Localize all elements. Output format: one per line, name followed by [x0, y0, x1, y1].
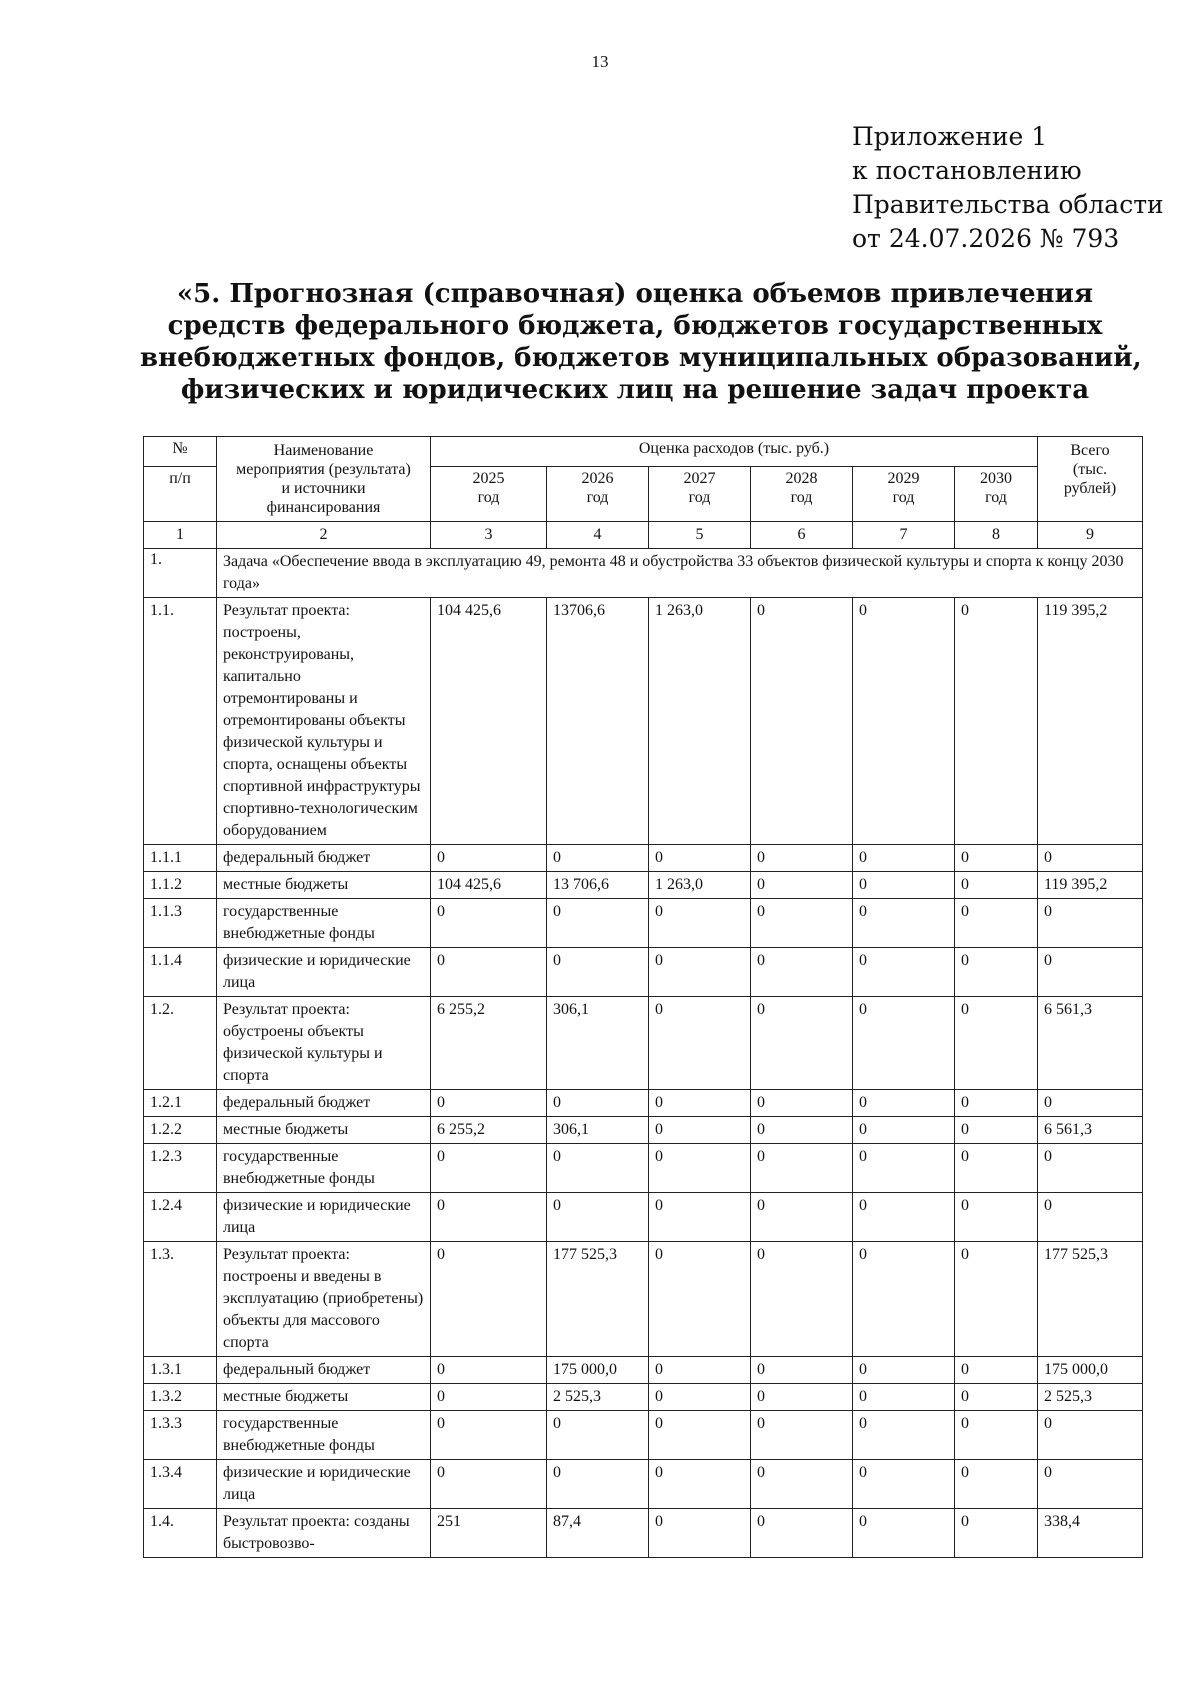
- row-total: 177 525,3: [1038, 1242, 1143, 1357]
- row-value: 0: [649, 1117, 751, 1144]
- table-row: [144, 1117, 1143, 1144]
- row-value: 0: [955, 899, 1038, 948]
- row-number: 1.2.: [144, 997, 217, 1090]
- row-total: 0: [1038, 1411, 1143, 1460]
- row-value: 0: [751, 1460, 853, 1509]
- header-year: 2026 год: [547, 467, 649, 522]
- row-name: Результат проекта: построены, реконструированы, капитально отремонтированы и отремонтированы объекты физической культуры и спорта, оснащены объекты спортивной инфраструктуры спортивно-технологическим оборудованием: [217, 598, 431, 845]
- column-index: 4: [547, 522, 649, 549]
- row-total: 0: [1038, 1144, 1143, 1193]
- row-value: 0: [955, 1090, 1038, 1117]
- row-value: 0: [751, 1384, 853, 1411]
- row-name: федеральный бюджет: [217, 1090, 431, 1117]
- header-year: 2029 год: [853, 467, 955, 522]
- row-number: 1.1.2: [144, 872, 217, 899]
- section-title: [140, 278, 1142, 406]
- row-number: 1.1.3: [144, 899, 217, 948]
- row-value: 0: [955, 1193, 1038, 1242]
- row-name: федеральный бюджет: [217, 1357, 431, 1384]
- row-name: физические и юридические лица: [217, 1460, 431, 1509]
- row-value: 0: [649, 899, 751, 948]
- row-number: 1.3.1: [144, 1357, 217, 1384]
- row-total: 2 525,3: [1038, 1384, 1143, 1411]
- table-row: [144, 1144, 1143, 1193]
- row-value: 0: [853, 1242, 955, 1357]
- row-value: 0: [751, 1144, 853, 1193]
- row-value: 306,1: [547, 1117, 649, 1144]
- row-value: 0: [751, 845, 853, 872]
- row-value: 1 263,0: [649, 872, 751, 899]
- row-value: 0: [955, 1460, 1038, 1509]
- row-value: 177 525,3: [547, 1242, 649, 1357]
- row-value: 0: [955, 1509, 1038, 1558]
- row-value: 0: [751, 598, 853, 845]
- row-value: 0: [853, 1384, 955, 1411]
- row-value: 175 000,0: [547, 1357, 649, 1384]
- row-value: 0: [853, 1090, 955, 1117]
- row-value: 0: [431, 948, 547, 997]
- table-row: [144, 1509, 1143, 1558]
- title-line: внебюджетных фондов, бюджетов муниципальных образований,: [140, 343, 1142, 373]
- row-total: 0: [1038, 845, 1143, 872]
- row-value: 0: [853, 1193, 955, 1242]
- row-name: Результат проекта: построены и введены в эксплуатацию (приобретены) объекты для массового спорта: [217, 1242, 431, 1357]
- table-row: [144, 948, 1143, 997]
- row-value: 0: [955, 1411, 1038, 1460]
- row-name: федеральный бюджет: [217, 845, 431, 872]
- title-line: средств федерального бюджета, бюджетов государственных: [167, 311, 1103, 341]
- row-value: 0: [431, 1090, 547, 1117]
- row-value: 0: [547, 1411, 649, 1460]
- task-text: Задача «Обеспечение ввода в эксплуатацию 49, ремонта 48 и обустройства 33 объектов физической культуры и спорта к концу 2030 года»: [217, 549, 1143, 598]
- row-value: 0: [431, 899, 547, 948]
- row-value: 0: [649, 1090, 751, 1117]
- row-value: 0: [547, 1193, 649, 1242]
- header-name: Наименование мероприятия (результата) и источники финансирования: [217, 437, 431, 522]
- column-index-row: [144, 522, 1143, 549]
- task-row: [144, 549, 1143, 598]
- row-value: 0: [547, 1460, 649, 1509]
- row-value: 0: [649, 1193, 751, 1242]
- row-value: 0: [547, 845, 649, 872]
- row-value: 0: [751, 1117, 853, 1144]
- row-value: 0: [853, 1509, 955, 1558]
- row-value: 0: [751, 1509, 853, 1558]
- row-value: 0: [853, 899, 955, 948]
- row-value: 0: [431, 1193, 547, 1242]
- row-value: 0: [955, 948, 1038, 997]
- row-value: 0: [853, 1117, 955, 1144]
- column-index: 7: [853, 522, 955, 549]
- row-value: 0: [853, 872, 955, 899]
- header-year: 2025 год: [431, 467, 547, 522]
- row-total: 6 561,3: [1038, 997, 1143, 1090]
- row-value: 0: [955, 1117, 1038, 1144]
- table-row: [144, 1242, 1143, 1357]
- row-total: 0: [1038, 1193, 1143, 1242]
- row-value: 0: [955, 872, 1038, 899]
- row-value: 0: [853, 845, 955, 872]
- row-value: 0: [853, 948, 955, 997]
- appendix-line: Приложение 1: [852, 122, 1048, 151]
- row-name: местные бюджеты: [217, 1117, 431, 1144]
- row-number: 1.4.: [144, 1509, 217, 1558]
- row-value: 0: [853, 598, 955, 845]
- row-total: 119 395,2: [1038, 598, 1143, 845]
- row-name: Результат проекта: созданы быстровозво-: [217, 1509, 431, 1558]
- budget-table: [143, 436, 1143, 1558]
- row-number: 1.1.4: [144, 948, 217, 997]
- row-number: 1.1.1: [144, 845, 217, 872]
- row-value: 0: [649, 948, 751, 997]
- row-value: 0: [751, 1357, 853, 1384]
- row-value: 0: [751, 997, 853, 1090]
- row-value: 0: [751, 899, 853, 948]
- row-value: 0: [547, 1090, 649, 1117]
- row-number: 1.3.: [144, 1242, 217, 1357]
- row-name: местные бюджеты: [217, 1384, 431, 1411]
- row-total: 6 561,3: [1038, 1117, 1143, 1144]
- row-value: 0: [431, 1242, 547, 1357]
- appendix-line: к постановлению: [852, 156, 1082, 185]
- row-total: 0: [1038, 1460, 1143, 1509]
- row-number: 1.2.3: [144, 1144, 217, 1193]
- row-value: 0: [431, 1357, 547, 1384]
- row-number: 1.1.: [144, 598, 217, 845]
- row-value: 0: [751, 1193, 853, 1242]
- table-row: [144, 598, 1143, 845]
- row-value: 0: [853, 1357, 955, 1384]
- table-row: [144, 1090, 1143, 1117]
- table-row: [144, 1384, 1143, 1411]
- row-value: 0: [649, 1460, 751, 1509]
- row-total: 0: [1038, 948, 1143, 997]
- row-value: 0: [431, 845, 547, 872]
- row-value: 0: [955, 845, 1038, 872]
- row-value: 0: [955, 1357, 1038, 1384]
- row-total: 0: [1038, 1090, 1143, 1117]
- row-value: 0: [955, 1384, 1038, 1411]
- row-value: 104 425,6: [431, 598, 547, 845]
- row-name: государственные внебюджетные фонды: [217, 1411, 431, 1460]
- row-name: государственные внебюджетные фонды: [217, 1144, 431, 1193]
- row-value: 0: [955, 598, 1038, 845]
- row-value: 0: [431, 1384, 547, 1411]
- row-value: 0: [751, 1242, 853, 1357]
- header-year: 2030 год: [955, 467, 1038, 522]
- row-value: 0: [547, 899, 649, 948]
- appendix-line: Правительства области: [852, 190, 1164, 219]
- header-no-top: №: [144, 437, 217, 467]
- row-value: 0: [431, 1144, 547, 1193]
- row-value: 6 255,2: [431, 997, 547, 1090]
- row-number: 1.3.3: [144, 1411, 217, 1460]
- column-index: 2: [217, 522, 431, 549]
- table-row: [144, 845, 1143, 872]
- row-name: физические и юридические лица: [217, 1193, 431, 1242]
- column-index: 6: [751, 522, 853, 549]
- row-name: Результат проекта: обустроены объекты физической культуры и спорта: [217, 997, 431, 1090]
- row-value: 0: [547, 1144, 649, 1193]
- row-value: 0: [955, 1144, 1038, 1193]
- row-value: 0: [853, 1460, 955, 1509]
- row-total: 175 000,0: [1038, 1357, 1143, 1384]
- header-year: 2027 год: [649, 467, 751, 522]
- table-row: [144, 872, 1143, 899]
- row-number: 1.2.2: [144, 1117, 217, 1144]
- row-value: 0: [649, 1411, 751, 1460]
- row-value: 251: [431, 1509, 547, 1558]
- table-row: [144, 997, 1143, 1090]
- appendix-line: от 24.07.2026 № 793: [852, 224, 1120, 253]
- row-value: 0: [751, 948, 853, 997]
- appendix-block: [852, 120, 1164, 256]
- table-row: [144, 899, 1143, 948]
- column-index: 3: [431, 522, 547, 549]
- table-row: [144, 1411, 1143, 1460]
- row-value: 0: [649, 1144, 751, 1193]
- row-value: 0: [649, 845, 751, 872]
- row-value: 2 525,3: [547, 1384, 649, 1411]
- header-expenses: Оценка расходов (тыс. руб.): [431, 437, 1038, 467]
- row-name: физические и юридические лица: [217, 948, 431, 997]
- row-name: местные бюджеты: [217, 872, 431, 899]
- row-value: 306,1: [547, 997, 649, 1090]
- row-value: 0: [547, 948, 649, 997]
- row-value: 0: [649, 997, 751, 1090]
- row-value: 0: [431, 1460, 547, 1509]
- header-no-bottom: п/п: [144, 467, 217, 522]
- row-total: 0: [1038, 899, 1143, 948]
- row-name: государственные внебюджетные фонды: [217, 899, 431, 948]
- table-row: [144, 1357, 1143, 1384]
- task-number: 1.: [144, 549, 217, 598]
- row-value: 0: [431, 1411, 547, 1460]
- title-line: «5. Прогнозная (справочная) оценка объемов привлечения: [176, 279, 1094, 309]
- row-value: 0: [853, 1411, 955, 1460]
- row-value: 0: [751, 872, 853, 899]
- column-index: 5: [649, 522, 751, 549]
- row-value: 0: [751, 1090, 853, 1117]
- row-value: 13 706,6: [547, 872, 649, 899]
- row-number: 1.2.1: [144, 1090, 217, 1117]
- header-total: Всего (тыс. рублей): [1038, 437, 1143, 522]
- row-value: 0: [955, 1242, 1038, 1357]
- row-total: 119 395,2: [1038, 872, 1143, 899]
- row-value: 0: [649, 1509, 751, 1558]
- row-number: 1.3.2: [144, 1384, 217, 1411]
- row-value: 87,4: [547, 1509, 649, 1558]
- row-value: 0: [853, 1144, 955, 1193]
- row-value: 0: [955, 997, 1038, 1090]
- row-total: 338,4: [1038, 1509, 1143, 1558]
- row-value: 0: [751, 1411, 853, 1460]
- title-line: физических и юридических лиц на решение задач проекта: [180, 375, 1090, 405]
- table-row: [144, 1460, 1143, 1509]
- row-number: 1.3.4: [144, 1460, 217, 1509]
- row-value: 0: [649, 1384, 751, 1411]
- row-number: 1.2.4: [144, 1193, 217, 1242]
- row-value: 13706,6: [547, 598, 649, 845]
- column-index: 1: [144, 522, 217, 549]
- column-index: 9: [1038, 522, 1143, 549]
- row-value: 0: [853, 997, 955, 1090]
- row-value: 0: [649, 1242, 751, 1357]
- column-index: 8: [955, 522, 1038, 549]
- row-value: 1 263,0: [649, 598, 751, 845]
- header-year: 2028 год: [751, 467, 853, 522]
- table-row: [144, 1193, 1143, 1242]
- row-value: 104 425,6: [431, 872, 547, 899]
- row-value: 0: [649, 1357, 751, 1384]
- row-value: 6 255,2: [431, 1117, 547, 1144]
- page-number: 13: [591, 52, 609, 71]
